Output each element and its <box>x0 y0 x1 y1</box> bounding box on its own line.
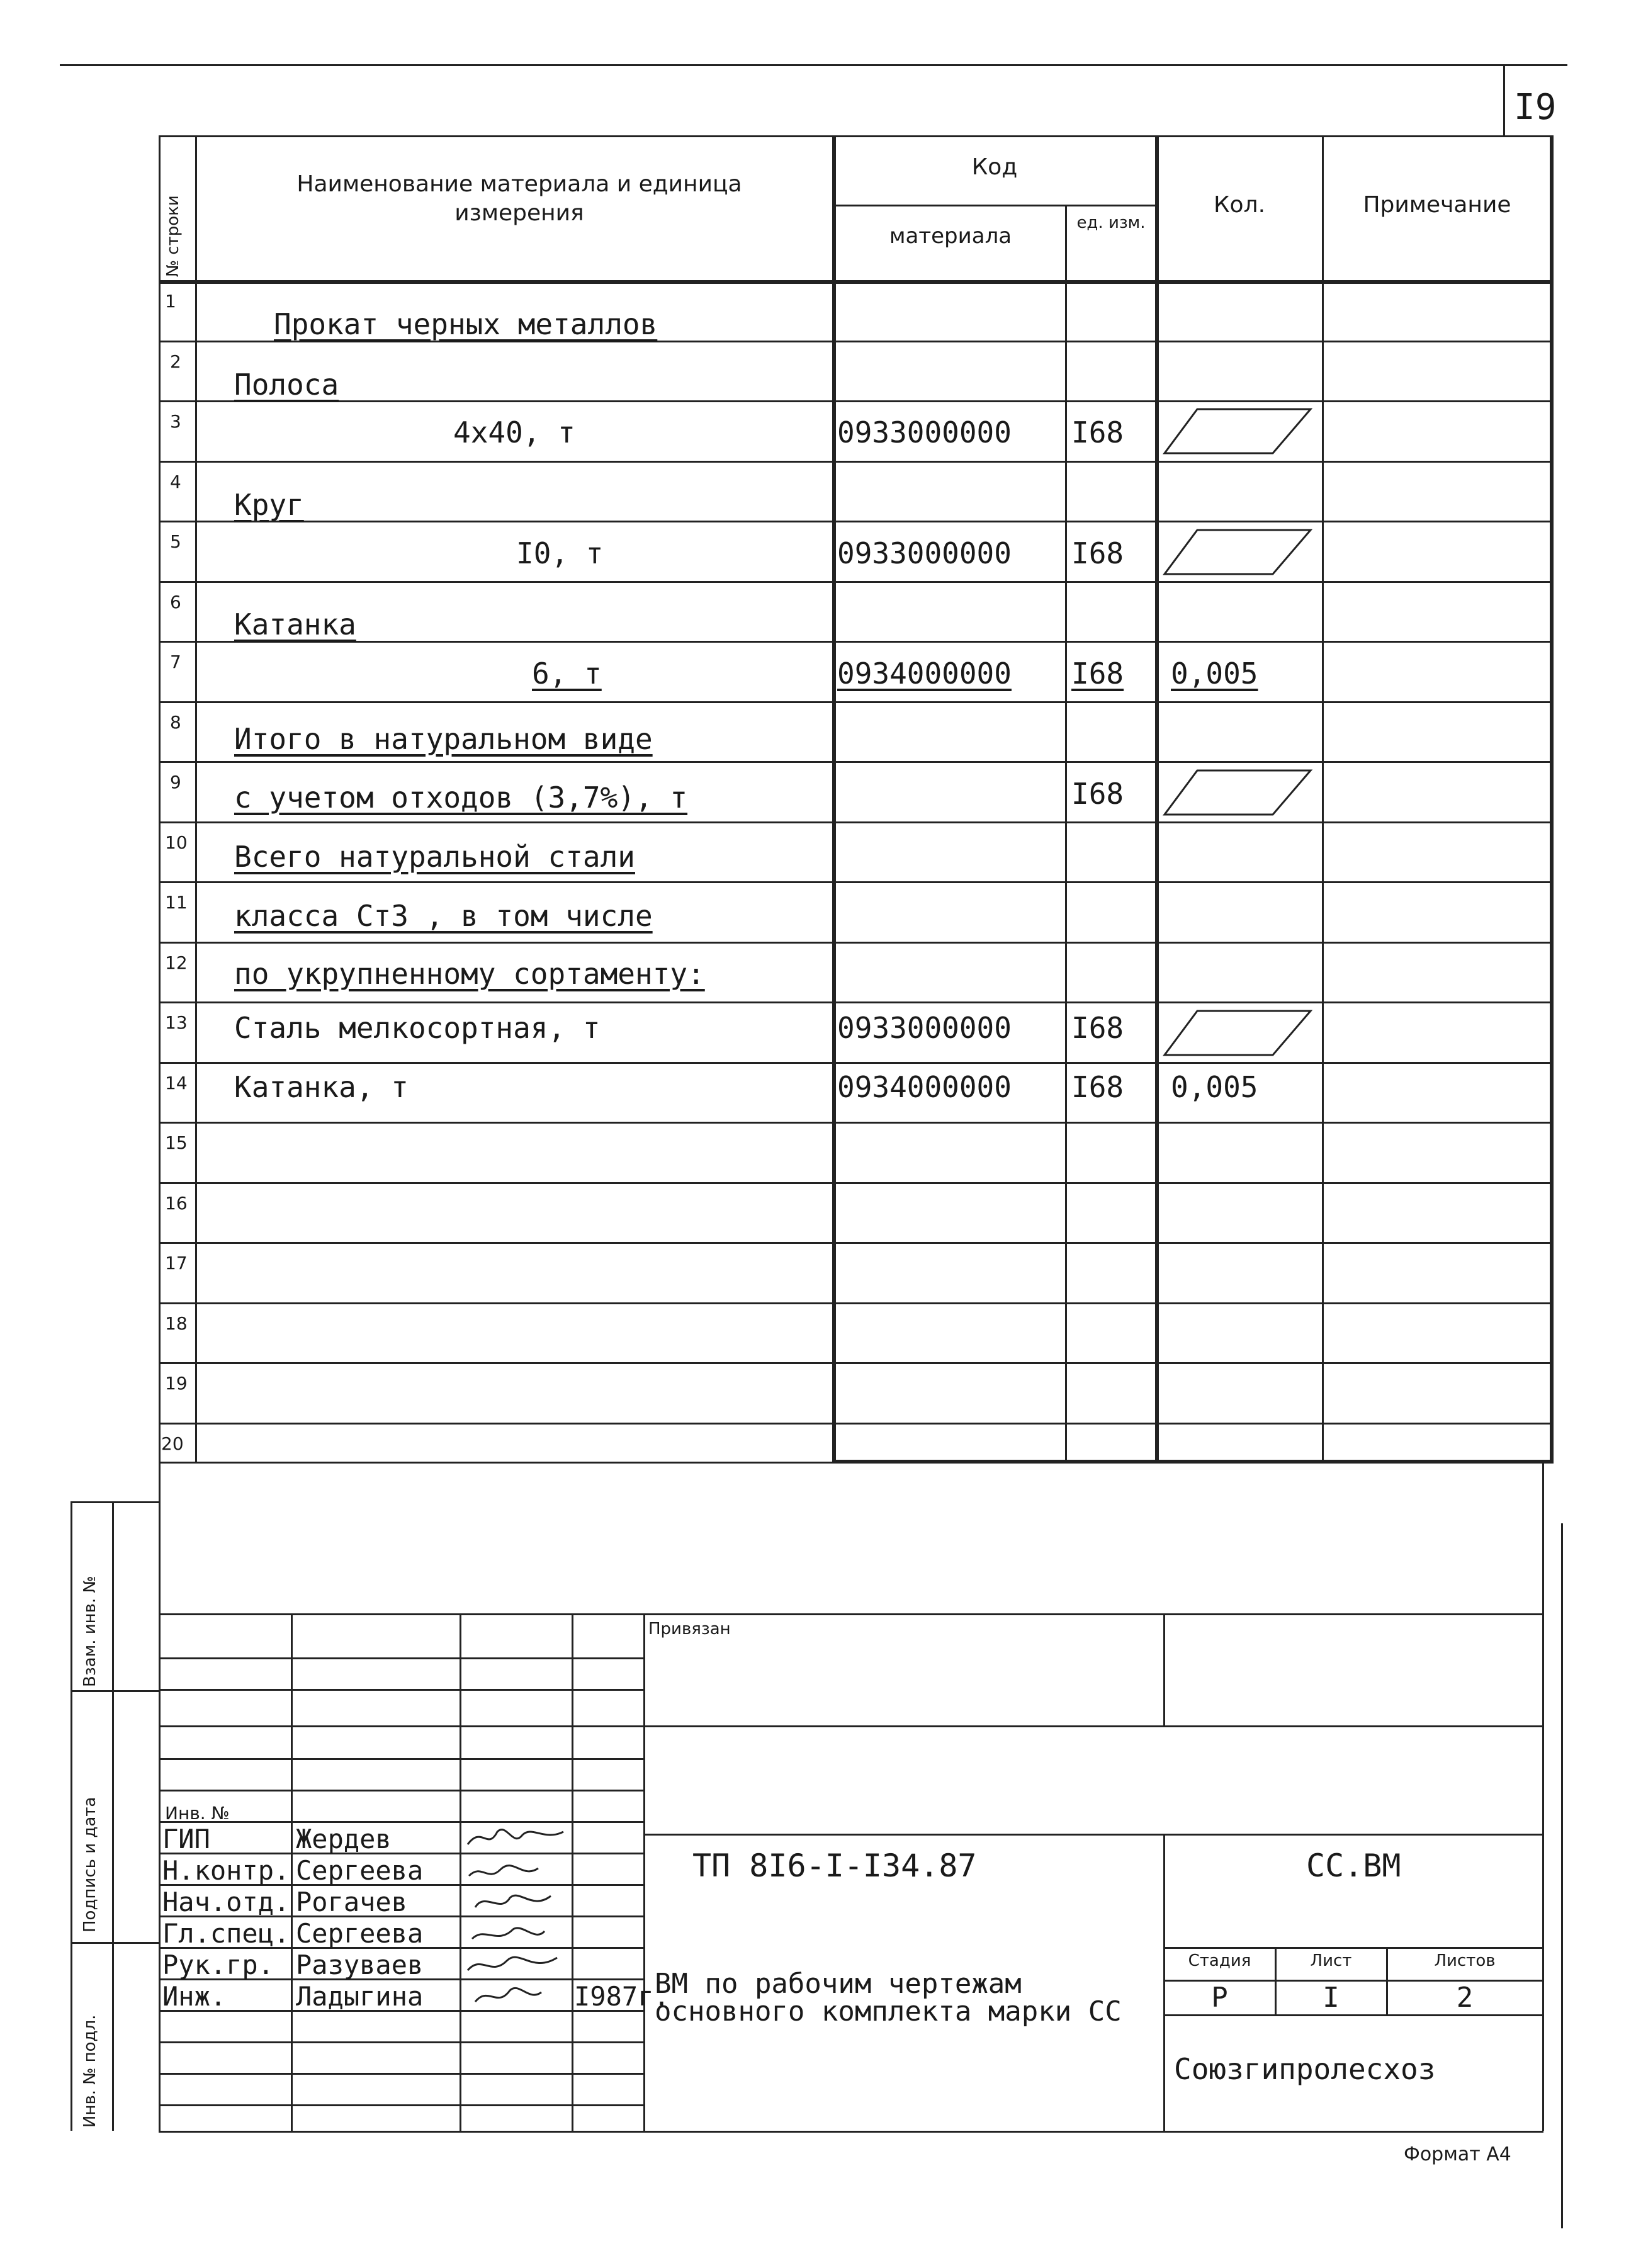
row-number: 10 <box>165 832 188 853</box>
doc-mark: СС.ВМ <box>1306 1848 1401 1884</box>
row-number: 16 <box>165 1193 188 1214</box>
row-unit: I68 <box>1071 536 1124 570</box>
row-name: Полоса <box>234 368 339 402</box>
row-unit: I68 <box>1071 415 1124 449</box>
row-number: 2 <box>170 351 181 372</box>
row-code: 0933000000 <box>837 415 1012 449</box>
sheets-value: 2 <box>1456 1982 1474 2014</box>
signer-name: Жердев <box>296 1824 392 1854</box>
format-label: Формат А4 <box>1404 2143 1511 2165</box>
header-top-line <box>159 135 1554 137</box>
stamp-line <box>159 1790 643 1791</box>
row-line <box>159 1362 1554 1364</box>
row-name: по укрупненному сортаменту: <box>234 957 705 991</box>
stamp-year: I987г. <box>574 1981 670 2012</box>
dash-mark-icon <box>1159 524 1317 580</box>
row-line <box>159 1423 1554 1425</box>
row-line <box>159 400 1554 402</box>
row-qty: 0,005 <box>1171 657 1258 691</box>
row-line <box>159 581 1554 583</box>
row-name: Катанка <box>234 607 356 641</box>
header-bottom-line <box>159 280 1554 284</box>
row-name: Прокат черных металлов <box>274 307 658 341</box>
header-row-number: № строки <box>164 195 183 277</box>
row-number: 3 <box>170 411 181 432</box>
row-number: 14 <box>165 1073 188 1093</box>
frame-right-line <box>1542 1464 1544 2131</box>
row-name: Итого в натуральном виде <box>234 722 653 756</box>
row-line <box>159 701 1554 703</box>
signer-role: Нач.отд. <box>162 1887 290 1917</box>
code-col-line <box>832 135 836 1464</box>
row-number: 6 <box>170 592 181 612</box>
row-line <box>159 461 1554 463</box>
strip-inner-line <box>112 1501 114 2131</box>
stamp-line <box>159 2104 643 2106</box>
row-number: 17 <box>165 1253 188 1273</box>
row-name: Сталь мелкосортная, т <box>234 1011 601 1045</box>
stamp-line <box>643 1725 1543 1727</box>
row-number: 9 <box>170 772 181 793</box>
row-line <box>159 1182 1554 1184</box>
side-label-vzam: Взам. инв. № <box>81 1576 99 1687</box>
row-number: 4 <box>170 471 181 492</box>
header-qty: Кол. <box>1213 192 1266 218</box>
dash-mark-icon <box>1159 403 1317 460</box>
row-line <box>159 761 1554 763</box>
stamp-col-line <box>1163 1613 1165 1725</box>
side-label-inv-podl: Инв. № подл. <box>81 2014 99 2128</box>
stamp-line <box>159 2073 643 2075</box>
row-line <box>159 521 1554 522</box>
row-code: 0934000000 <box>837 657 1012 691</box>
stamp-line <box>159 2041 643 2043</box>
row-number: 18 <box>165 1313 188 1334</box>
row-number: 7 <box>170 652 181 672</box>
row-name: 4х40, т <box>453 415 575 449</box>
row-line <box>159 1242 1554 1244</box>
strip-outer-line <box>71 1501 72 2131</box>
row-line <box>159 1302 1554 1304</box>
signer-name: Разуваев <box>296 1949 424 1980</box>
row-name: Всего натуральной стали <box>234 840 635 874</box>
row-line <box>159 821 1554 823</box>
signer-role: Гл.спец. <box>162 1918 290 1949</box>
code-subheader-line <box>832 205 1157 206</box>
signer-role: ГИП <box>162 1824 210 1854</box>
table-right-line <box>1550 135 1554 1464</box>
signer-name: Ладыгина <box>296 1981 424 2012</box>
row-line <box>159 1122 1554 1124</box>
row-number: 8 <box>170 712 181 733</box>
row-code: 0933000000 <box>837 536 1012 570</box>
row-name: Катанка, т <box>234 1070 409 1104</box>
row-number: 1 <box>165 291 176 312</box>
note-col-line <box>1322 135 1324 1464</box>
dash-mark-icon <box>1159 1005 1317 1061</box>
row-unit: I68 <box>1071 777 1124 811</box>
signer-name: Сергеева <box>296 1855 424 1886</box>
row-name: 6, т <box>532 657 602 691</box>
stamp-line <box>1163 2014 1543 2016</box>
row-name: с учетом отходов (3,7%), т <box>234 781 688 815</box>
stamp-line <box>643 1834 1543 1836</box>
header-note: Примечание <box>1363 192 1511 218</box>
qty-col-line <box>1155 135 1159 1464</box>
page-number: I9 <box>1514 87 1557 128</box>
row-code: 0933000000 <box>837 1011 1012 1045</box>
frame-bottom-line <box>159 2131 1543 2133</box>
row-code: 0934000000 <box>837 1070 1012 1104</box>
row-unit: I68 <box>1071 1011 1124 1045</box>
table-bottom-line <box>159 1462 832 1464</box>
page-edge-line <box>1561 1523 1563 2228</box>
stage-label: Стадия <box>1188 1951 1251 1970</box>
header-code: Код <box>971 154 1018 180</box>
signer-name: Рогачев <box>296 1887 408 1917</box>
table-left-line <box>159 135 161 1464</box>
stamp-line <box>159 1613 1543 1615</box>
strip-div-line <box>71 1690 159 1692</box>
top-border-line <box>60 64 1567 66</box>
strip-top-line <box>71 1501 159 1503</box>
row-unit: I68 <box>1071 657 1124 691</box>
signer-role: Н.контр. <box>162 1855 290 1886</box>
stamp-line <box>159 1689 643 1691</box>
sheet-value: I <box>1323 1982 1340 2014</box>
signer-name: Сергеева <box>296 1918 424 1949</box>
header-name: Наименование материала и единица измерения <box>296 171 742 226</box>
doc-title: ВМ по рабочим чертежам основного комплекта марки СС <box>655 1968 1122 2028</box>
row-line <box>159 1062 1554 1064</box>
row-number: 12 <box>165 952 188 973</box>
row-name: класса Ст3 , в том числе <box>234 899 653 933</box>
row-line <box>159 1001 1554 1003</box>
stamp-line <box>159 1657 643 1659</box>
page-number-box-line <box>1503 64 1505 137</box>
stamp-col-line <box>291 1613 293 2131</box>
row-number: 5 <box>170 531 181 552</box>
row-unit: I68 <box>1071 1070 1124 1104</box>
header-code-material: материала <box>889 223 1012 249</box>
header-code-unit: ед. изм. <box>1076 213 1146 232</box>
row-name: I0, т <box>516 536 604 570</box>
side-label-podpis: Подпись и дата <box>81 1797 99 1932</box>
sheets-label: Листов <box>1434 1951 1496 1970</box>
row-number: 11 <box>165 892 188 913</box>
sheet-label: Лист <box>1310 1951 1352 1970</box>
doc-code: ТП 8I6-I-I34.87 <box>692 1848 977 1884</box>
frame-left-line <box>159 1464 161 2131</box>
row-number: 19 <box>165 1373 188 1394</box>
stage-value: Р <box>1211 1982 1228 2014</box>
row-name: Круг <box>234 488 304 522</box>
strip-div-line <box>71 1942 159 1944</box>
row-qty: 0,005 <box>1171 1070 1258 1104</box>
stamp-line <box>1163 1947 1543 1949</box>
stamp-line <box>159 1758 643 1760</box>
inv-no-label: Инв. № <box>165 1803 230 1824</box>
row-line <box>159 942 1554 944</box>
row-number: 20 <box>161 1433 184 1454</box>
stamp-line <box>159 1725 643 1727</box>
row-number: 15 <box>165 1132 188 1153</box>
dash-mark-icon <box>1159 764 1317 821</box>
stamp-col-line <box>643 1613 645 2131</box>
privyazan-label: Привязан <box>648 1620 731 1639</box>
row-line <box>159 641 1554 643</box>
rownum-col-line <box>195 135 197 1464</box>
stamp-col-line <box>460 1613 461 2131</box>
row-line <box>159 881 1554 883</box>
org-name: Союзгипролесхоз <box>1174 2052 1436 2086</box>
unit-col-line <box>1065 205 1067 1464</box>
table-bottom-line <box>832 1460 1554 1464</box>
signer-role: Инж. <box>162 1981 227 2012</box>
handwritten-signatures <box>463 1819 576 2014</box>
row-number: 13 <box>165 1012 188 1033</box>
signer-role: Рук.гр. <box>162 1949 274 1980</box>
